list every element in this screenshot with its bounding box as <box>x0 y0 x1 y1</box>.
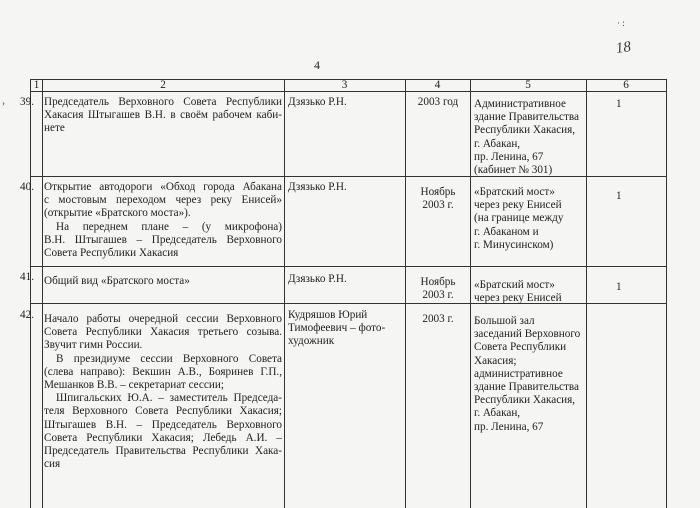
table-left-border <box>30 79 31 508</box>
handwritten-page-number: 18 <box>614 39 632 57</box>
row-number: 42. <box>20 309 34 321</box>
header-cell: 5 <box>525 79 531 91</box>
row-date: 2003 год <box>417 96 459 108</box>
row-divider-40 <box>30 266 666 267</box>
row-author: Кудряшов Юрий Тимофеевич – фото- художник <box>288 309 386 348</box>
header-cell: 2 <box>160 79 166 91</box>
row-author: Дзязько Р.Н. <box>288 96 347 108</box>
table-right-border <box>666 79 667 508</box>
header-cell: 4 <box>434 79 441 91</box>
row-place: «Братский мост» через реку Енисей <box>474 279 562 305</box>
header-cell: 3 <box>341 79 348 91</box>
row-count: 1 <box>616 190 622 202</box>
column-divider-5 <box>586 79 587 508</box>
header-cell: 1 <box>33 79 40 91</box>
row-count: 1 <box>616 281 622 293</box>
column-divider-1 <box>42 79 43 508</box>
row-description: Открытие автодороги «Обход города Абакана с мостовым переходом через реку Енисей» (открытие «Братского моста»). На переднем плане – (у микрофона) В.Н. Штыгашев – Председатель Верховного Совета Республики Хакасия <box>44 181 282 259</box>
page-number: 4 <box>314 58 320 72</box>
row-author: Дзязько Р.Н. <box>288 181 347 193</box>
margin-mark: › <box>2 98 5 108</box>
row-number: 41. <box>20 271 34 283</box>
scan-specks: · : <box>617 18 625 28</box>
row-number: 40. <box>20 181 34 193</box>
row-place: Большой зал заседаний Верховного Совета Республики Хакасия; административное здание Правительства Республики Хакасия, г. Абакан, пр. Ленина, 67 <box>474 315 581 433</box>
column-divider-2 <box>284 79 285 508</box>
row-description: Начало работы очередной сессии Верховного Совета Республики Хакасия третьего созыва. Звучит гимн России. В президиуме сессии Верховного Совета (слева направо): Векшин А.В., Бояринев Г.П., Мешанков В.В. – секретариат сессии; Шпигальских Ю.А. – заместитель Председа- теля Верховного Совета Республики Хакасия; Штыгашев В.Н. – Председатель Верховного Совета Республики Хакасия; Лебедь А.И. – Председатель Правительства Республики Хака- сия <box>44 313 282 471</box>
row-description: Председатель Верховного Совета Республики Хакасия Штыгашев В.Н. в своём рабочем каби- нете <box>44 96 282 135</box>
row-description: Общий вид «Братского моста» <box>44 275 190 287</box>
row-date: Ноябрь 2003 г. <box>420 276 456 302</box>
row-place: Административное здание Правительства Республики Хакасия, г. Абакан, пр. Ленина, 67 (кабинет № 301) <box>474 98 580 176</box>
row-count: 1 <box>616 98 622 110</box>
row-date: Ноябрь 2003 г. <box>420 186 456 212</box>
column-divider-4 <box>470 79 471 508</box>
row-number: 39. <box>20 96 34 108</box>
header-cell: 6 <box>623 79 629 91</box>
row-divider-41 <box>30 303 666 304</box>
row-date: 2003 г. <box>422 313 454 325</box>
row-author: Дзязько Р.Н. <box>288 273 347 285</box>
row-place: «Братский мост» через реку Енисей (на границе между г. Абаканом и г. Минусинском) <box>474 186 564 251</box>
